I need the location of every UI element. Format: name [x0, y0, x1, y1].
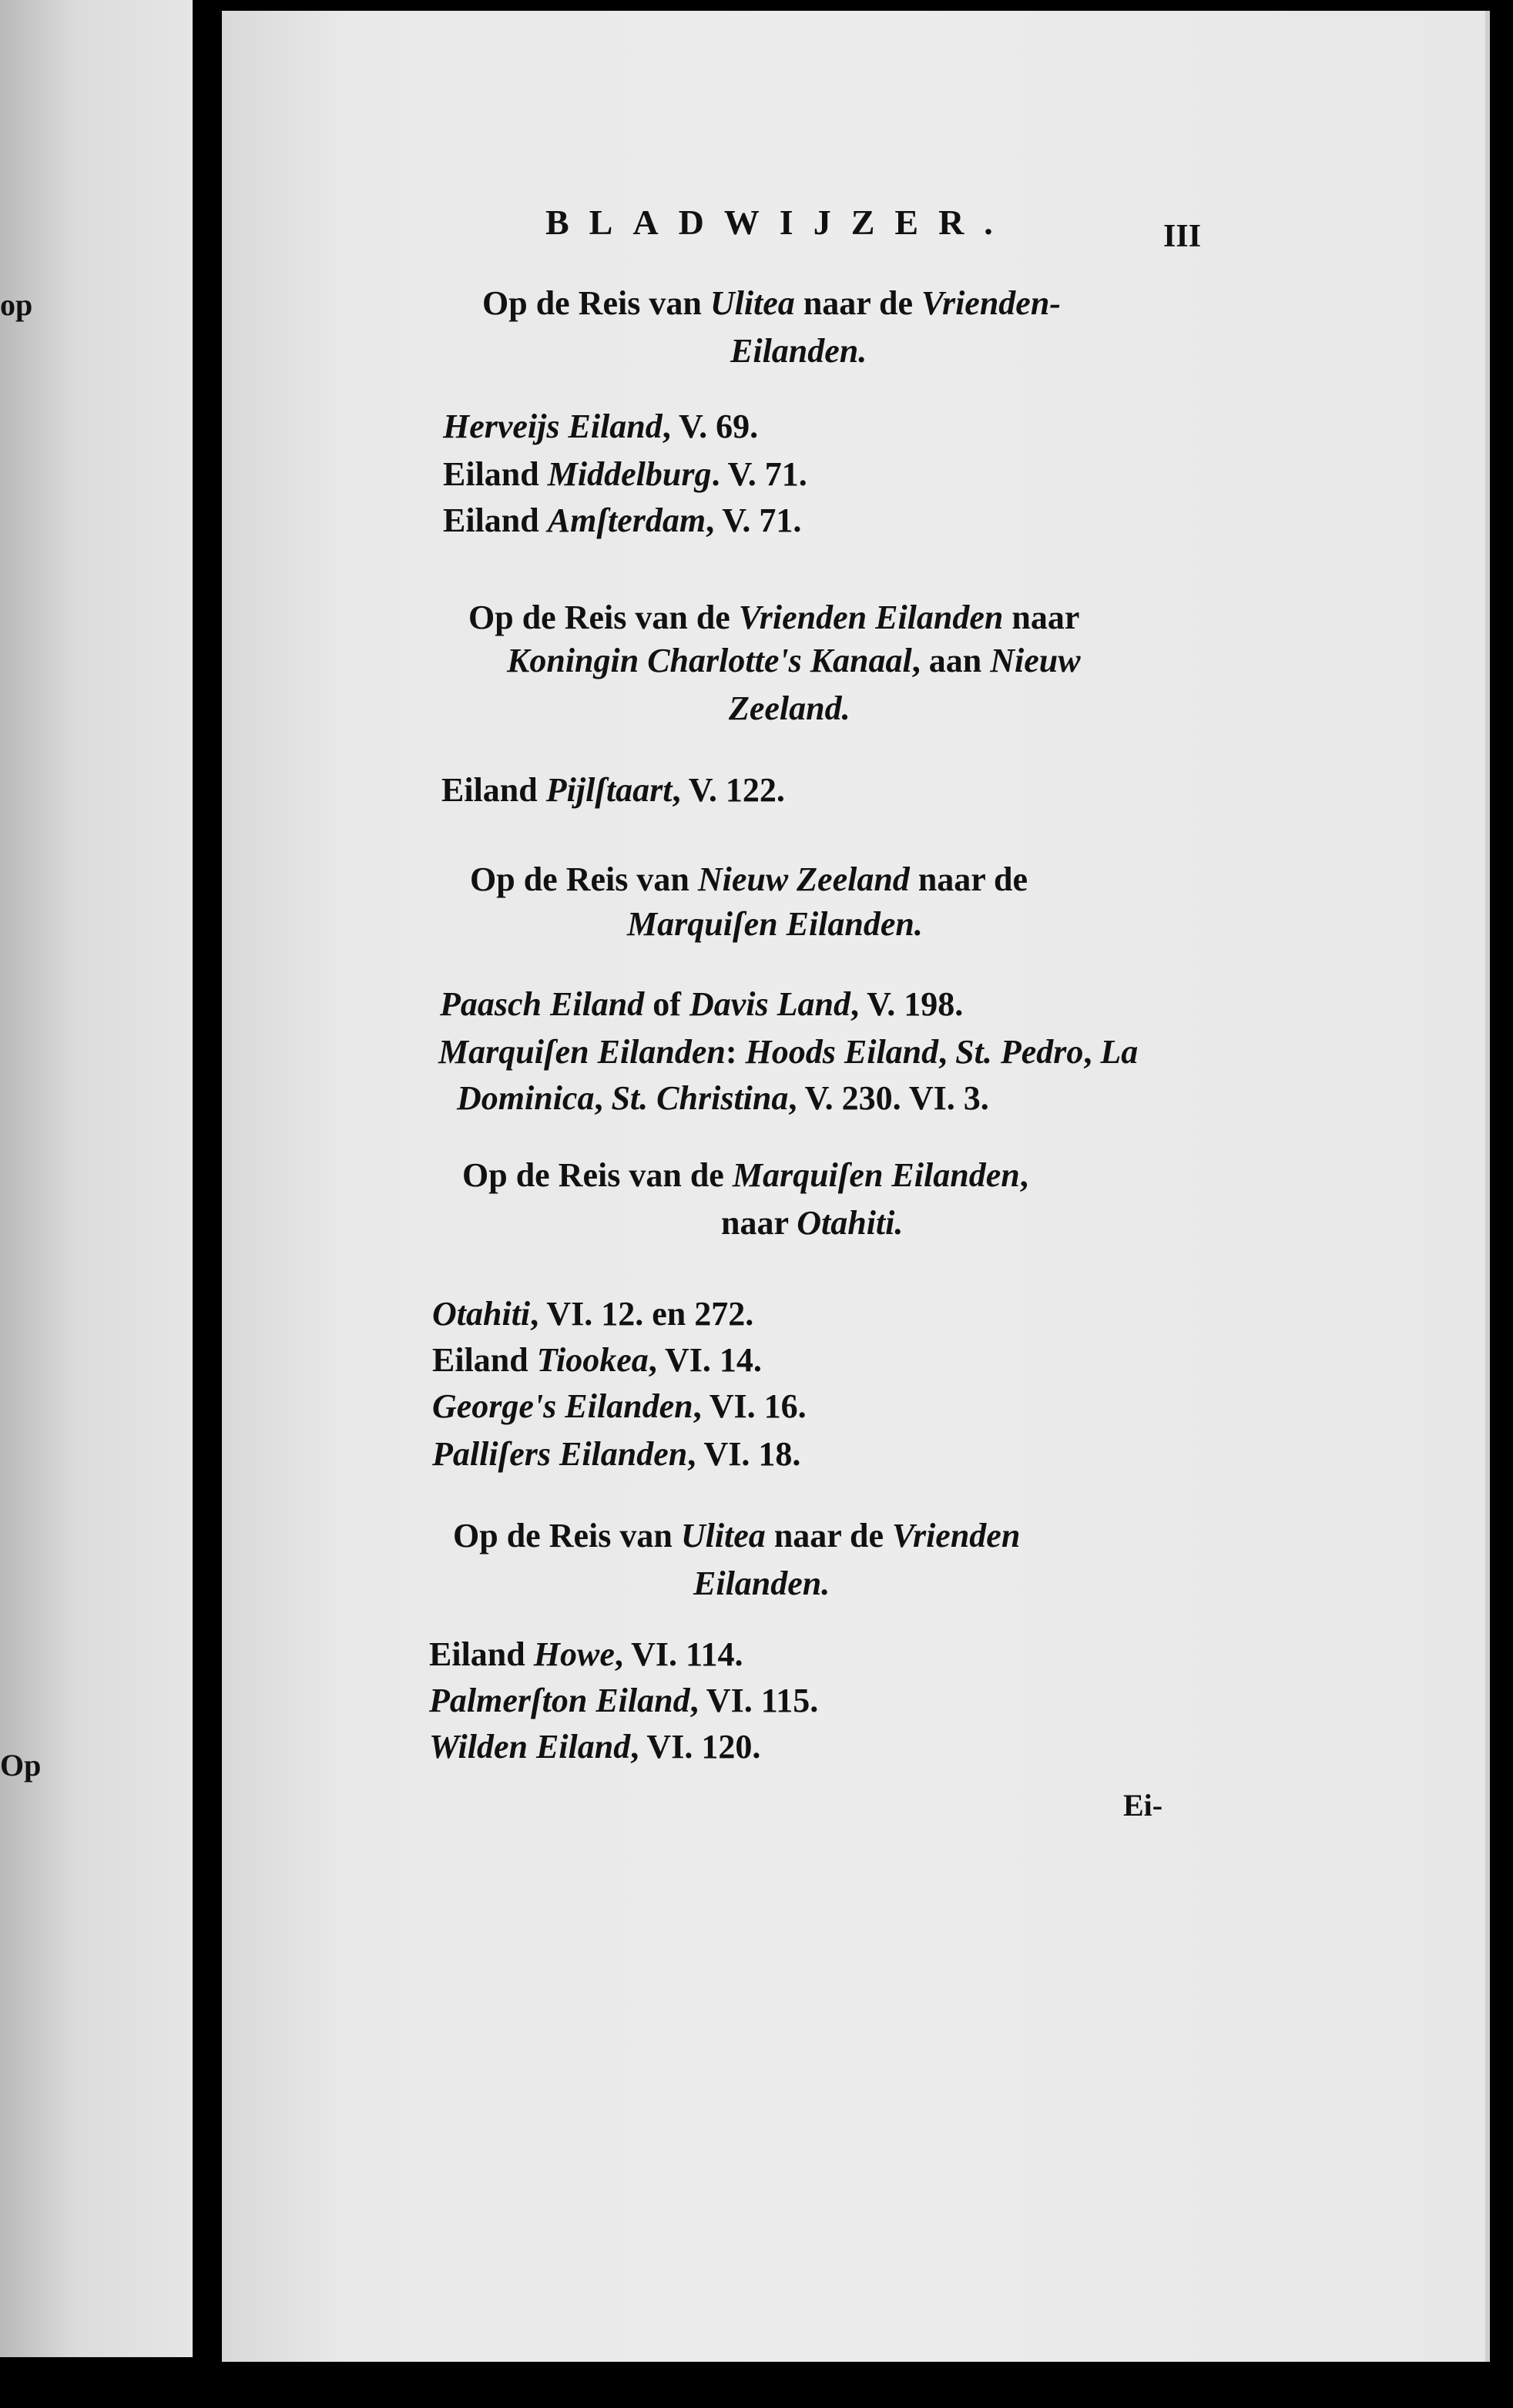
index-entry-segment: Howe [533, 1635, 615, 1673]
index-entry-segment: Palmerſton Eiland [429, 1682, 690, 1719]
index-entry-segment: , V. 230. VI. 3. [788, 1079, 989, 1117]
section-heading-line [730, 334, 867, 368]
section-heading-line-segment: Op de Reis van de [468, 599, 739, 636]
index-entry-segment: Paasch Eiland [440, 985, 645, 1023]
catchword: Ei- [1123, 1788, 1163, 1823]
index-entry-segment: La [1100, 1033, 1139, 1071]
section-heading-line-segment: Op de Reis van [482, 284, 710, 322]
section-heading-line-segment: , [1019, 1156, 1028, 1194]
section-heading-line-segment: Ulitea [710, 284, 795, 322]
section-heading-line-segment: Nieuw [990, 642, 1081, 679]
index-entry-segment: . V. 71. [711, 455, 807, 493]
section-heading-line-segment: Marquiſen Eilanden [732, 1156, 1020, 1194]
section-heading-line-segment: Op de Reis van [470, 860, 698, 898]
index-entry-segment: , [594, 1079, 612, 1117]
section-heading-line-segment: naar de [909, 860, 1028, 898]
index-entry-segment: Eiland [443, 455, 548, 493]
index-entry-segment: George's Eilanden [432, 1387, 693, 1425]
index-entry [429, 1684, 818, 1718]
index-entry-segment: , V. 71. [706, 501, 802, 539]
section-heading-line-segment: Otahiti. [797, 1204, 904, 1242]
section-heading-line-segment: Marquiſen Eilanden. [627, 905, 923, 943]
section-heading-line [470, 860, 1028, 898]
section-heading-line-segment: , aan [911, 642, 991, 679]
index-entry-segment: , [1083, 1033, 1101, 1071]
section-heading-line-segment: Vrienden- [921, 284, 1061, 322]
section-heading-line [627, 907, 923, 941]
section-heading-line [482, 284, 1061, 322]
index-entry [443, 407, 759, 445]
index-entry-segment: , VI. 114. [614, 1635, 743, 1673]
index-entry-segment: Dominica [457, 1079, 595, 1117]
index-entry [438, 1035, 1138, 1069]
index-entry-segment: , V. 122. [672, 771, 785, 809]
index-entry [441, 773, 785, 807]
index-entry-segment: , VI. 115. [689, 1682, 819, 1719]
index-entry-segment: , VI. 12. en 272. [530, 1295, 754, 1333]
section-heading-line-segment: Op de Reis van [453, 1517, 681, 1554]
index-entry [443, 455, 807, 493]
index-entry [432, 1297, 753, 1331]
index-entry-segment: : [725, 1033, 746, 1071]
index-entry-segment: , VI. 18. [687, 1435, 801, 1473]
left-page-fragment-bottom: Op [0, 1748, 42, 1783]
index-entry-segment: Otahiti [432, 1295, 531, 1333]
index-entry-segment: , VI. 120. [630, 1728, 761, 1766]
section-heading-line [507, 644, 1081, 678]
index-entry [432, 1437, 800, 1471]
index-entry-segment: Tiookea [536, 1341, 649, 1379]
left-page [0, 0, 193, 2357]
index-entry-segment: Hoods Eiland [745, 1033, 939, 1071]
index-entry-segment: Eiland [441, 771, 546, 809]
section-heading-line [729, 689, 850, 727]
left-page-fragment-top: op [0, 287, 33, 322]
section-heading-line [721, 1206, 903, 1240]
index-entry-segment: Palliſers Eilanden [432, 1435, 688, 1473]
section-heading-line-segment: Op de Reis van de [462, 1156, 733, 1194]
section-heading-line [693, 1567, 830, 1601]
index-entry [429, 1730, 760, 1764]
section-heading-line-segment: Vrienden [892, 1517, 1021, 1554]
section-heading-line-segment: naar [721, 1204, 797, 1242]
index-entry [440, 985, 964, 1023]
index-entry-segment: Amſterdam [547, 501, 706, 539]
index-entry-segment: Davis Land [689, 985, 850, 1023]
index-entry [429, 1635, 743, 1673]
page-number: III [1163, 219, 1202, 254]
index-entry-segment: Eiland [432, 1341, 537, 1379]
book-gutter [193, 0, 222, 2408]
index-entry-segment: Pijlſtaart [545, 771, 673, 809]
section-heading-line-segment: naar de [794, 284, 922, 322]
section-heading-line-segment: Ulitea [680, 1517, 766, 1554]
section-heading-line [453, 1519, 1020, 1553]
page-title: BLADWIJZER. [545, 203, 1013, 242]
index-entry-segment: , VI. 14. [648, 1341, 762, 1379]
section-heading-line-segment: Eilanden. [693, 1565, 830, 1602]
index-entry-segment: , VI. 16. [693, 1387, 807, 1425]
index-entry [432, 1343, 762, 1377]
section-heading-line-segment: Nieuw Zeeland [697, 860, 910, 898]
index-entry-segment: of [644, 985, 689, 1023]
index-entry [443, 501, 802, 539]
index-entry-segment: St. Pedro [955, 1033, 1084, 1071]
section-heading-line-segment: naar de [765, 1517, 893, 1554]
section-heading-line-segment: Eilanden. [730, 332, 867, 370]
index-entry-segment: , V. 69. [662, 407, 759, 445]
index-entry-segment: St. Christina [611, 1079, 789, 1117]
index-entry-segment: Middelburg [547, 455, 712, 493]
section-heading-line [468, 601, 1079, 635]
index-entry-segment: Herveijs Eiland [443, 407, 663, 445]
section-heading-line-segment: Koningin Charlotte's Kanaal [507, 642, 912, 679]
index-entry-segment: , [938, 1033, 956, 1071]
index-entry-segment: Marquiſen Eilanden [438, 1033, 726, 1071]
section-heading-line-segment: naar [1003, 599, 1080, 636]
index-entry [457, 1079, 989, 1117]
right-page [222, 11, 1490, 2362]
index-entry-segment: Eiland [443, 501, 548, 539]
section-heading-line-segment: Zeeland. [729, 689, 850, 727]
index-entry [432, 1387, 807, 1425]
index-entry-segment: Eiland [429, 1635, 534, 1673]
section-heading-line-segment: Vrienden Eilanden [738, 599, 1004, 636]
index-entry-segment: , V. 198. [850, 985, 964, 1023]
section-heading-line [462, 1156, 1028, 1194]
index-entry-segment: Wilden Eiland [429, 1728, 631, 1766]
